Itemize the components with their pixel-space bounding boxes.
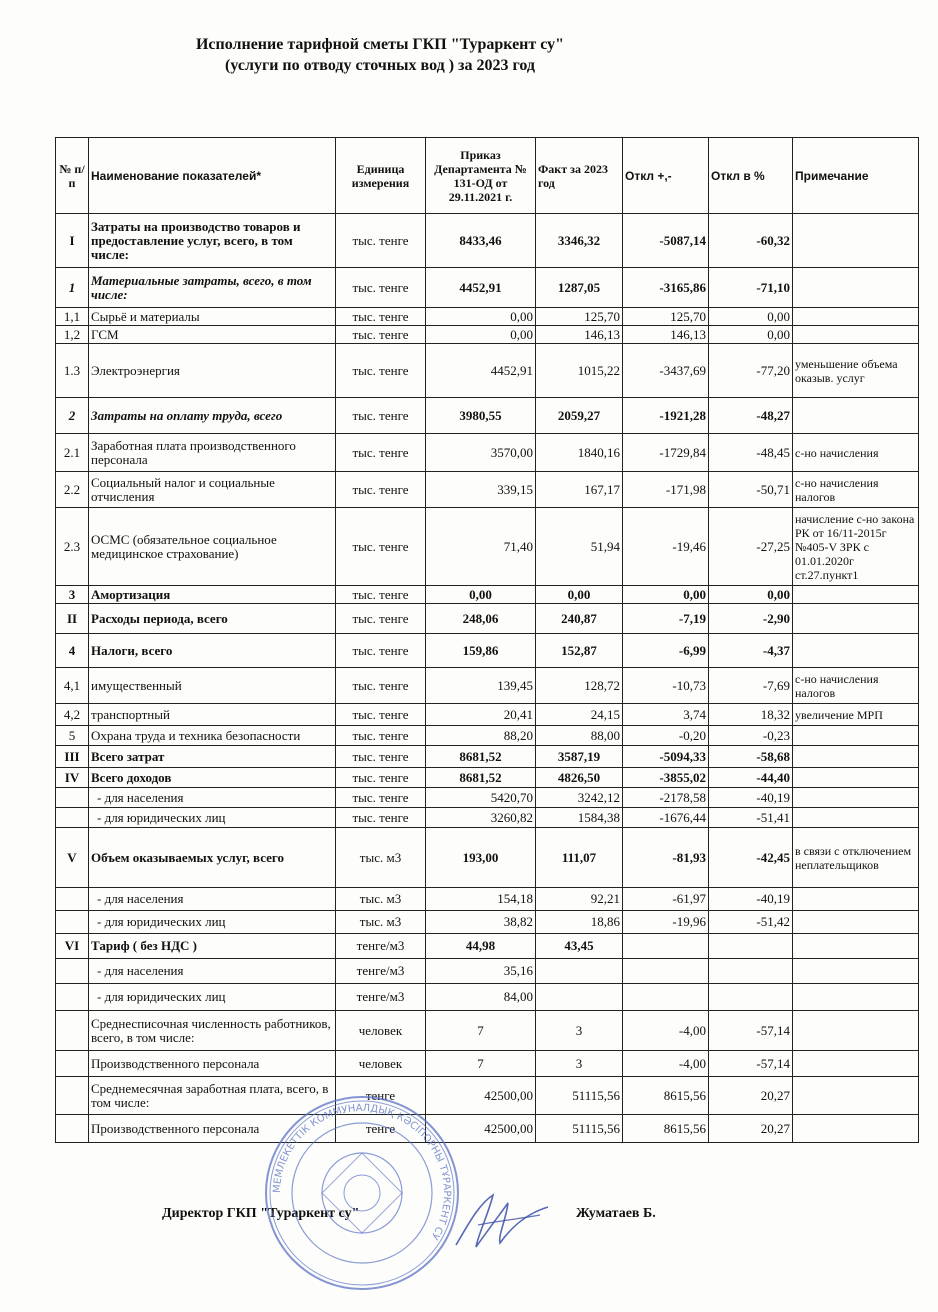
- row-deviation-percent: -7,69: [709, 668, 793, 704]
- row-name: - для юридических лиц: [89, 808, 336, 828]
- row-deviation: -81,93: [623, 828, 709, 888]
- row-number: [56, 1051, 89, 1077]
- row-deviation: -3165,86: [623, 268, 709, 308]
- row-order-value: 20,41: [426, 704, 536, 726]
- row-unit: тыс. тенге: [336, 398, 426, 434]
- row-note: [793, 726, 919, 746]
- table-row: [56, 704, 919, 726]
- row-deviation: [623, 984, 709, 1011]
- row-fact-value: 4826,50: [536, 768, 623, 788]
- row-note: [793, 308, 919, 326]
- row-deviation-percent: -57,14: [709, 1051, 793, 1077]
- table-row: [56, 668, 919, 704]
- header-deviation: Откл +,-: [623, 138, 709, 214]
- row-name: - для населения: [89, 959, 336, 984]
- table-row: [56, 934, 919, 959]
- table-row: [56, 586, 919, 604]
- row-deviation-percent: [709, 959, 793, 984]
- row-deviation-percent: -50,71: [709, 472, 793, 508]
- row-deviation-percent: 18,32: [709, 704, 793, 726]
- table-row: [56, 344, 919, 398]
- row-note: [793, 1051, 919, 1077]
- table-row: [56, 768, 919, 788]
- row-deviation: -19,46: [623, 508, 709, 586]
- row-deviation-percent: 0,00: [709, 308, 793, 326]
- row-deviation-percent: -0,23: [709, 726, 793, 746]
- row-fact-value: 1015,22: [536, 344, 623, 398]
- row-fact-value: 51,94: [536, 508, 623, 586]
- row-deviation: 8615,56: [623, 1077, 709, 1115]
- row-unit: тыс. тенге: [336, 634, 426, 668]
- row-deviation: [623, 934, 709, 959]
- table-row: [56, 434, 919, 472]
- row-name: Тариф ( без НДС ): [89, 934, 336, 959]
- row-fact-value: 240,87: [536, 604, 623, 634]
- row-note: начисление с-но закона РК от 16/11-2015г №405-V ЗРК с 01.01.2020г ст.27.пункт1: [793, 508, 919, 586]
- row-order-value: 8433,46: [426, 214, 536, 268]
- row-deviation: -1676,44: [623, 808, 709, 828]
- row-deviation: -5094,33: [623, 746, 709, 768]
- row-unit: тыс. тенге: [336, 308, 426, 326]
- table-row: [56, 788, 919, 808]
- director-title: Директор ГКП "Тураркент су": [162, 1206, 360, 1221]
- row-number: [56, 808, 89, 828]
- row-order-value: 35,16: [426, 959, 536, 984]
- title-line-2: (услуги по отводу сточных вод ) за 2023 год: [225, 57, 535, 74]
- row-deviation-percent: -27,25: [709, 508, 793, 586]
- row-note: [793, 1115, 919, 1143]
- row-unit: тыс. тенге: [336, 668, 426, 704]
- row-fact-value: 88,00: [536, 726, 623, 746]
- header-num: № п/п: [56, 138, 89, 214]
- row-order-value: 4452,91: [426, 268, 536, 308]
- row-note: [793, 746, 919, 768]
- row-fact-value: 125,70: [536, 308, 623, 326]
- row-name: - для юридических лиц: [89, 984, 336, 1011]
- row-name: Социальный налог и социальные отчисления: [89, 472, 336, 508]
- row-name: Всего доходов: [89, 768, 336, 788]
- row-note: [793, 604, 919, 634]
- row-fact-value: [536, 959, 623, 984]
- table-row: [56, 508, 919, 586]
- row-deviation: -10,73: [623, 668, 709, 704]
- row-note: [793, 268, 919, 308]
- row-order-value: 4452,91: [426, 344, 536, 398]
- row-unit: тыс. тенге: [336, 268, 426, 308]
- row-unit: тенге: [336, 1115, 426, 1143]
- row-name: Заработная плата производственного персонала: [89, 434, 336, 472]
- row-deviation-percent: [709, 984, 793, 1011]
- title-line-1: Исполнение тарифной сметы ГКП "Тураркент су": [195, 36, 565, 53]
- row-fact-value: 3242,12: [536, 788, 623, 808]
- row-order-value: 7: [426, 1011, 536, 1051]
- row-deviation-percent: -48,27: [709, 398, 793, 434]
- table-row: [56, 398, 919, 434]
- row-note: уменьшение объема оказыв. услуг: [793, 344, 919, 398]
- header-note: Примечание: [793, 138, 919, 214]
- row-deviation-percent: -57,14: [709, 1011, 793, 1051]
- row-deviation: 125,70: [623, 308, 709, 326]
- row-deviation: -4,00: [623, 1051, 709, 1077]
- row-deviation: -3855,02: [623, 768, 709, 788]
- row-note: с-но начисления: [793, 434, 919, 472]
- row-name: Среднемесячная заработная плата, всего, в том числе:: [89, 1077, 336, 1115]
- row-deviation-percent: 0,00: [709, 586, 793, 604]
- row-number: 1.3: [56, 344, 89, 398]
- table-row: [56, 984, 919, 1011]
- row-unit: тыс. тенге: [336, 508, 426, 586]
- row-fact-value: 146,13: [536, 326, 623, 344]
- row-number: 3: [56, 586, 89, 604]
- row-number: 4: [56, 634, 89, 668]
- row-name: ГСМ: [89, 326, 336, 344]
- row-note: [793, 586, 919, 604]
- row-deviation-percent: 20,27: [709, 1115, 793, 1143]
- row-name: - для юридических лиц: [89, 911, 336, 934]
- row-name: - для населения: [89, 788, 336, 808]
- row-number: [56, 984, 89, 1011]
- table-row: [56, 472, 919, 508]
- row-order-value: 339,15: [426, 472, 536, 508]
- table-row: [56, 1051, 919, 1077]
- row-order-value: 42500,00: [426, 1077, 536, 1115]
- row-note: [793, 1077, 919, 1115]
- row-name: - для населения: [89, 888, 336, 911]
- row-unit: тыс. тенге: [336, 746, 426, 768]
- table-row: [56, 268, 919, 308]
- row-note: [793, 326, 919, 344]
- row-number: [56, 1115, 89, 1143]
- row-order-value: 38,82: [426, 911, 536, 934]
- row-name: Электроэнергия: [89, 344, 336, 398]
- row-note: [793, 214, 919, 268]
- row-deviation: -19,96: [623, 911, 709, 934]
- row-name: имущественный: [89, 668, 336, 704]
- row-note: [793, 398, 919, 434]
- row-note: [793, 768, 919, 788]
- table-row: [56, 634, 919, 668]
- svg-text:МЕМЛЕКЕТТІК КОММУНАЛДЫҚ КӘСІПО: МЕМЛЕКЕТТІК КОММУНАЛДЫҚ КӘСІПОРНЫ ТҰРАРКЕНТ СУ: [271, 1102, 453, 1242]
- row-deviation: 146,13: [623, 326, 709, 344]
- row-number: 4,2: [56, 704, 89, 726]
- row-order-value: 248,06: [426, 604, 536, 634]
- row-unit: тенге/м3: [336, 959, 426, 984]
- row-deviation-percent: -42,45: [709, 828, 793, 888]
- row-number: [56, 911, 89, 934]
- row-number: [56, 888, 89, 911]
- row-unit: тыс. тенге: [336, 472, 426, 508]
- row-number: I: [56, 214, 89, 268]
- row-deviation-percent: -60,32: [709, 214, 793, 268]
- row-deviation-percent: -71,10: [709, 268, 793, 308]
- row-number: 1: [56, 268, 89, 308]
- row-unit: тыс. тенге: [336, 788, 426, 808]
- row-note: [793, 911, 919, 934]
- row-unit: тыс. тенге: [336, 808, 426, 828]
- row-fact-value: 51115,56: [536, 1077, 623, 1115]
- row-number: 2: [56, 398, 89, 434]
- row-deviation: 3,74: [623, 704, 709, 726]
- row-deviation: 0,00: [623, 586, 709, 604]
- row-note: в связи с отключением неплательщиков: [793, 828, 919, 888]
- row-deviation: [623, 959, 709, 984]
- row-fact-value: 92,21: [536, 888, 623, 911]
- tariff-estimate-table: [55, 137, 919, 1143]
- row-deviation: -171,98: [623, 472, 709, 508]
- row-number: III: [56, 746, 89, 768]
- row-deviation: 8615,56: [623, 1115, 709, 1143]
- row-name: Объем оказываемых услуг, всего: [89, 828, 336, 888]
- table-row: [56, 746, 919, 768]
- header-unit: Единица измерения: [336, 138, 426, 214]
- row-unit: тыс. тенге: [336, 726, 426, 746]
- row-deviation-percent: -51,42: [709, 911, 793, 934]
- row-number: IV: [56, 768, 89, 788]
- row-deviation: -7,19: [623, 604, 709, 634]
- row-number: [56, 1011, 89, 1051]
- row-deviation-percent: -51,41: [709, 808, 793, 828]
- row-deviation-percent: [709, 934, 793, 959]
- table-row: [56, 726, 919, 746]
- row-note: [793, 959, 919, 984]
- row-fact-value: 0,00: [536, 586, 623, 604]
- row-number: 5: [56, 726, 89, 746]
- row-unit: тыс. тенге: [336, 604, 426, 634]
- row-fact-value: 24,15: [536, 704, 623, 726]
- row-deviation: -3437,69: [623, 344, 709, 398]
- row-order-value: 193,00: [426, 828, 536, 888]
- row-fact-value: 128,72: [536, 668, 623, 704]
- row-order-value: 139,45: [426, 668, 536, 704]
- row-fact-value: 3346,32: [536, 214, 623, 268]
- row-deviation-percent: -77,20: [709, 344, 793, 398]
- row-unit: тенге/м3: [336, 934, 426, 959]
- row-name: Материальные затраты, всего, в том числе:: [89, 268, 336, 308]
- row-note: [793, 634, 919, 668]
- row-number: II: [56, 604, 89, 634]
- row-note: [793, 1011, 919, 1051]
- row-name: Среднесписочная численность работников, всего, в том числе:: [89, 1011, 336, 1051]
- row-note: [793, 788, 919, 808]
- signature-icon: [448, 1185, 558, 1255]
- row-deviation-percent: -44,40: [709, 768, 793, 788]
- row-number: [56, 1077, 89, 1115]
- row-order-value: 5420,70: [426, 788, 536, 808]
- row-number: 2.1: [56, 434, 89, 472]
- row-order-value: 154,18: [426, 888, 536, 911]
- row-order-value: 42500,00: [426, 1115, 536, 1143]
- row-fact-value: 2059,27: [536, 398, 623, 434]
- row-deviation: -1729,84: [623, 434, 709, 472]
- row-unit: тыс. м3: [336, 828, 426, 888]
- table-row: [56, 1115, 919, 1143]
- row-deviation-percent: -2,90: [709, 604, 793, 634]
- row-fact-value: 111,07: [536, 828, 623, 888]
- row-name: Затраты на оплату труда, всего: [89, 398, 336, 434]
- row-fact-value: 1840,16: [536, 434, 623, 472]
- row-order-value: 71,40: [426, 508, 536, 586]
- row-name: Сырьё и материалы: [89, 308, 336, 326]
- row-number: 2.2: [56, 472, 89, 508]
- document-title: [0, 34, 760, 76]
- row-unit: тыс. тенге: [336, 768, 426, 788]
- row-unit: человек: [336, 1051, 426, 1077]
- table-row: [56, 1011, 919, 1051]
- row-deviation-percent: -4,37: [709, 634, 793, 668]
- row-name: транспортный: [89, 704, 336, 726]
- row-order-value: 88,20: [426, 726, 536, 746]
- row-unit: тыс. тенге: [336, 586, 426, 604]
- header-order: Приказ Департамента № 131-ОД от 29.11.2021 г.: [426, 138, 536, 214]
- row-deviation: -5087,14: [623, 214, 709, 268]
- row-unit: тыс. м3: [336, 911, 426, 934]
- row-number: VI: [56, 934, 89, 959]
- table-row: [56, 308, 919, 326]
- row-name: Затраты на производство товаров и предоставление услуг, всего, в том числе:: [89, 214, 336, 268]
- table-row: [56, 604, 919, 634]
- row-fact-value: 167,17: [536, 472, 623, 508]
- row-fact-value: 18,86: [536, 911, 623, 934]
- row-fact-value: [536, 984, 623, 1011]
- row-name: Производственного персонала: [89, 1115, 336, 1143]
- row-deviation: -6,99: [623, 634, 709, 668]
- row-deviation-percent: 0,00: [709, 326, 793, 344]
- row-unit: тыс. м3: [336, 888, 426, 911]
- row-deviation: -4,00: [623, 1011, 709, 1051]
- row-fact-value: 3: [536, 1051, 623, 1077]
- row-note: с-но начисления налогов: [793, 472, 919, 508]
- row-deviation-percent: -48,45: [709, 434, 793, 472]
- row-order-value: 84,00: [426, 984, 536, 1011]
- director-name: Жуматаев Б.: [576, 1206, 656, 1221]
- row-fact-value: 3: [536, 1011, 623, 1051]
- row-order-value: 3980,55: [426, 398, 536, 434]
- row-deviation-percent: -40,19: [709, 788, 793, 808]
- row-unit: тенге/м3: [336, 984, 426, 1011]
- row-note: [793, 934, 919, 959]
- row-name: Амортизация: [89, 586, 336, 604]
- row-order-value: 44,98: [426, 934, 536, 959]
- row-name: Налоги, всего: [89, 634, 336, 668]
- row-order-value: 8681,52: [426, 768, 536, 788]
- row-unit: тыс. тенге: [336, 214, 426, 268]
- row-order-value: 3260,82: [426, 808, 536, 828]
- row-name: Всего затрат: [89, 746, 336, 768]
- row-deviation: -61,97: [623, 888, 709, 911]
- row-number: [56, 959, 89, 984]
- row-note: [793, 808, 919, 828]
- table-row: [56, 911, 919, 934]
- row-name: Производственного персонала: [89, 1051, 336, 1077]
- header-deviation-percent: Откл в %: [709, 138, 793, 214]
- row-unit: тыс. тенге: [336, 434, 426, 472]
- row-name: ОСМС (обязательное социальное медицинское страхование): [89, 508, 336, 586]
- table-row: [56, 959, 919, 984]
- table-row: [56, 1077, 919, 1115]
- row-order-value: 0,00: [426, 326, 536, 344]
- row-note: [793, 984, 919, 1011]
- row-unit: тыс. тенге: [336, 326, 426, 344]
- table-row: [56, 888, 919, 911]
- row-number: V: [56, 828, 89, 888]
- row-deviation-percent: 20,27: [709, 1077, 793, 1115]
- row-fact-value: 1584,38: [536, 808, 623, 828]
- table-row: [56, 828, 919, 888]
- row-name: Охрана труда и техника безопасности: [89, 726, 336, 746]
- row-number: 2.3: [56, 508, 89, 586]
- row-number: 1,1: [56, 308, 89, 326]
- row-number: [56, 788, 89, 808]
- table-row: [56, 808, 919, 828]
- row-deviation: -2178,58: [623, 788, 709, 808]
- row-fact-value: 3587,19: [536, 746, 623, 768]
- row-fact-value: 51115,56: [536, 1115, 623, 1143]
- row-deviation: -0,20: [623, 726, 709, 746]
- table-header-row: [56, 138, 919, 214]
- row-name: Расходы периода, всего: [89, 604, 336, 634]
- header-name: Наименование показателей*: [89, 138, 336, 214]
- row-deviation-percent: -58,68: [709, 746, 793, 768]
- row-note: [793, 888, 919, 911]
- row-order-value: 0,00: [426, 308, 536, 326]
- row-unit: тенге: [336, 1077, 426, 1115]
- row-fact-value: 1287,05: [536, 268, 623, 308]
- row-unit: тыс. тенге: [336, 344, 426, 398]
- row-note: увеличение МРП: [793, 704, 919, 726]
- row-order-value: 8681,52: [426, 746, 536, 768]
- row-fact-value: 43,45: [536, 934, 623, 959]
- row-deviation-percent: -40,19: [709, 888, 793, 911]
- row-number: 1,2: [56, 326, 89, 344]
- row-note: с-но начисления налогов: [793, 668, 919, 704]
- row-unit: человек: [336, 1011, 426, 1051]
- row-number: 4,1: [56, 668, 89, 704]
- row-unit: тыс. тенге: [336, 704, 426, 726]
- row-order-value: 3570,00: [426, 434, 536, 472]
- row-fact-value: 152,87: [536, 634, 623, 668]
- row-deviation: -1921,28: [623, 398, 709, 434]
- table-row: [56, 214, 919, 268]
- row-order-value: 0,00: [426, 586, 536, 604]
- header-fact: Факт за 2023 год: [536, 138, 623, 214]
- row-order-value: 7: [426, 1051, 536, 1077]
- table-row: [56, 326, 919, 344]
- row-order-value: 159,86: [426, 634, 536, 668]
